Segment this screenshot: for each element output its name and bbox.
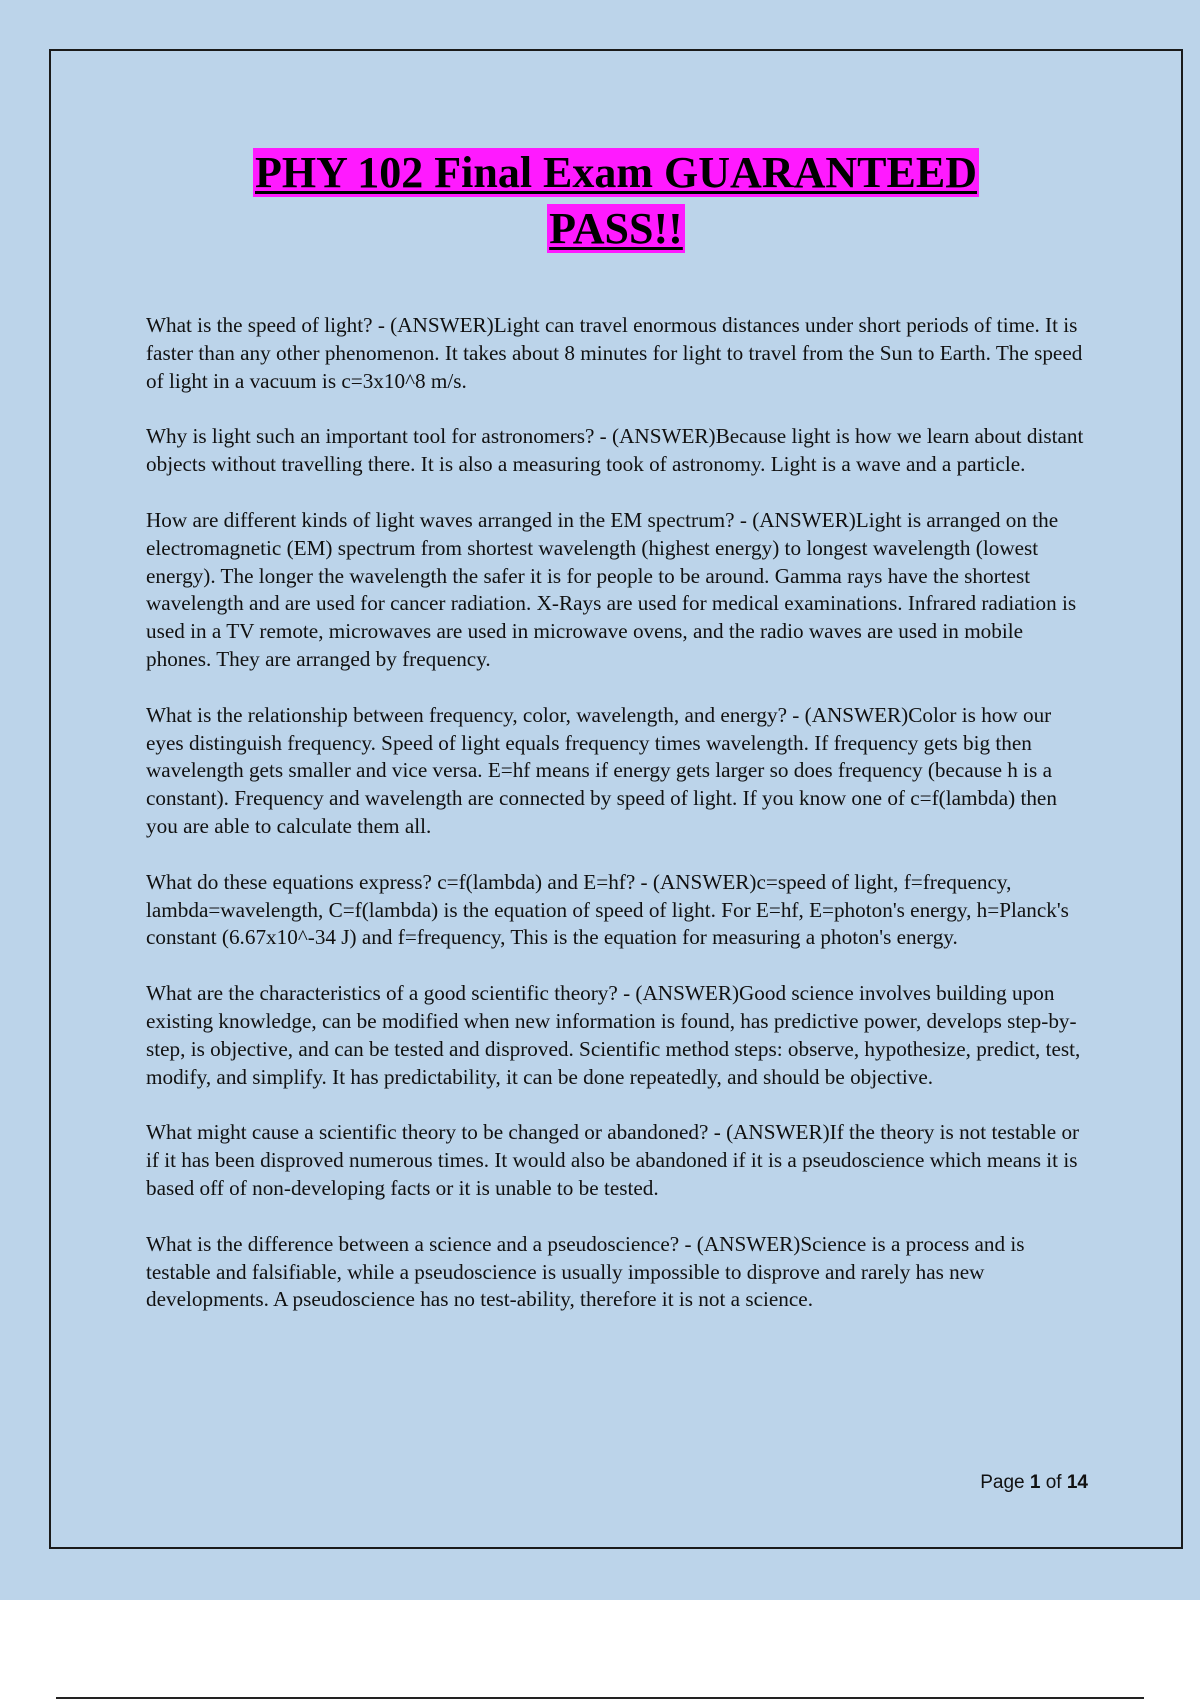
qa-item: What are the characteristics of a good scientific theory? - (ANSWER)Good science involves building upon existing knowledge, can be modified when new information is found, has predictive power, develops step-by-step, is objective, and can be tested and disproved. Scientific method steps: observe, hypothesize, predict, test, modify, and simplify. It has predictability, it can be done repeatedly, and should be objective. (146, 981, 1081, 1089)
qa-item: What do these equations express? c=f(lambda) and E=hf? - (ANSWER)c=speed of light, f=frequency, lambda=wavelength, C=f(lambda) is the equation of speed of light. For E=hf, E=photon's energy, h=Planck's constant (6.67x10^-34 J) and f=frequency, This is the equation for measuring a photon's energy. (146, 869, 1069, 950)
title-line-1: PHY 102 Final Exam GUARANTEED (255, 148, 977, 197)
title-line-2: PASS!! (549, 204, 683, 253)
qa-item: What is the speed of light? - (ANSWER)Light can travel enormous distances under short periods of time. It is faster than any other phenomenon. It takes about 8 minutes for light to travel from the Sun to Earth. The speed of light in a vacuum is c=3x10^8 m/s. (146, 313, 1083, 393)
of-word: of (1045, 1472, 1062, 1493)
page-word: Page (980, 1472, 1025, 1493)
qa-item: Why is light such an important tool for astronomers? - (ANSWER)Because light is how we learn about distant objects without travelling there. It is also a measuring took of astronomy. Light is a wave and a particle. (146, 424, 1084, 477)
document-title (49, 145, 1183, 257)
qa-item: How are different kinds of light waves arranged in the EM spectrum? - (ANSWER)Light is arranged on the electromagnetic (EM) spectrum from shortest wavelength (highest energy) to longest wavelength (lowest energy). The longer the wavelength the safer it is for people to be around. Gamma rays have the shortest wavelength and are used for cancer radiation. X-Rays are used for medical examinations. Infrared radiation is used in a TV remote, microwaves are used in microwave ovens, and the radio waves are used in mobile phones. They are arranged by frequency. (146, 507, 1077, 671)
qa-list (146, 312, 1089, 1342)
qa-item: What is the relationship between frequency, color, wavelength, and energy? - (ANSWER)Color is how our eyes distinguish frequency. Speed of light equals frequency times wavelength. If frequency gets big then wavelength gets smaller and vice versa. E=hf means if energy gets larger so does frequency (because h is a constant). Frequency and wavelength are connected by speed of light. If you know one of c=f(lambda) then you are able to calculate them all. (146, 702, 1057, 838)
total-pages: 14 (1066, 1472, 1088, 1493)
page-number (980, 1472, 1088, 1494)
qa-item: What is the difference between a science and a pseudoscience? - (ANSWER)Science is a process and is testable and falsifiable, while a pseudoscience is usually impossible to disprove and rarely has new developments. A pseudoscience has no test-ability, therefore it is not a science. (146, 1231, 1025, 1312)
next-page-top-rule (56, 1697, 1144, 1699)
current-page: 1 (1029, 1472, 1041, 1493)
qa-item: What might cause a scientific theory to be changed or abandoned? - (ANSWER)If the theory is not testable or if it has been disproved numerous times. It would also be abandoned if it is a pseudoscience which means it is based off of non-developing facts or it is unable to be tested. (146, 1120, 1080, 1200)
